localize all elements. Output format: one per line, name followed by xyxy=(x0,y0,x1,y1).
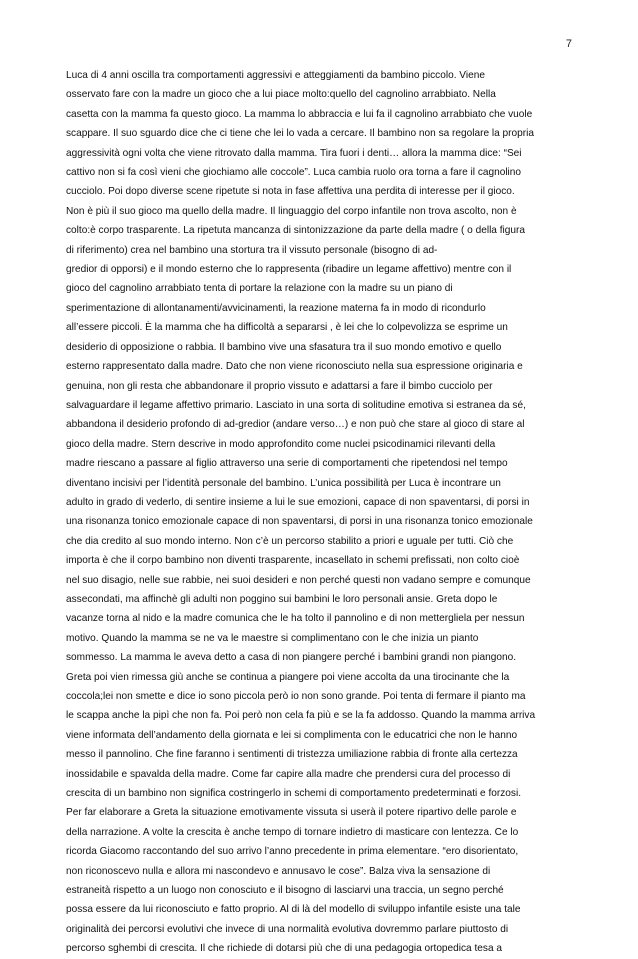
text-line: all’essere piccoli. È la mamma che ha difficoltà a separarsi , è lei che lo colpevolizza se esprime un xyxy=(66,322,508,334)
text-line: vacanze torna al nido e la madre comunica che le ha tolto il pannolino e di non mettergliela per nessun xyxy=(66,613,525,625)
page-number: 7 xyxy=(565,38,572,50)
text-line: ricorda Giacomo raccontando del suo arrivo l’anno precedente in prima elementare. “ero disorientato, xyxy=(66,846,519,858)
text-line: adulto in grado di vederlo, di sentire insieme a lui le sue emozioni, capace di non spaventarsi, di porsi in xyxy=(66,496,530,508)
text-line: osservato fare con la madre un gioco che a lui piace molto:quello del cagnolino arrabbiato. Nella xyxy=(66,89,496,101)
text-line: gredior di opporsi) e il mondo esterno che lo rappresenta (ribadire un legame affettivo) mentre con il xyxy=(66,264,512,276)
text-line: cucciolo. Poi dopo diverse scene ripetute si nota in fase affettiva una perdita di interesse per il gioco. xyxy=(66,186,515,198)
text-line: viene informata dell’andamento della giornata e lei si complimenta con le educatrici che non le hanno xyxy=(66,729,518,741)
text-line: originalità dei percorsi evolutivi che invece di una normalità evolutiva dovremmo parlare piuttosto di xyxy=(66,923,509,935)
text-line: Luca di 4 anni oscilla tra comportamenti aggressivi e atteggiamenti da bambino piccolo. Viene xyxy=(66,70,485,81)
text-line: esterno rappresentato dalla madre. Dato che non viene riconosciuto nella sua espressione originaria e xyxy=(66,361,523,373)
text-line: desiderio di opposizione o rabbia. Il bambino vive una sfasatura tra il suo mondo emotivo e quello xyxy=(66,341,502,353)
text-line: gioco della madre. Stern descrive in modo approfondito come nuclei psicodinamici rilevanti della xyxy=(66,438,496,450)
text-line: colto:è corpo trasparente. La ripetuta mancanza di sintonizzazione da parte della madre ( o della figura xyxy=(66,225,525,237)
text-line: inossidabile e spavalda della madre. Come far capire alla madre che prendersi cura del processo di xyxy=(66,768,511,780)
text-line: Per far elaborare a Greta la situazione emotivamente vissuta si userà il potere ripartivo delle parole e xyxy=(66,807,517,819)
text-line: assecondati, ma affinchè gli adulti non poggino sui bambini le loro personali ansie. Greta dopo le xyxy=(66,593,498,605)
text-line: una risonanza tonico emozionale capace di non spaventarsi, di porsi in una risonanza tonico emozionale xyxy=(66,516,533,528)
text-line: importa è che il corpo bambino non diventi trasparente, incasellato in schemi prefissati, non colto cioè xyxy=(66,555,520,567)
text-line: coccola;lei non smette e dice io sono piccola però io non sono grande. Poi tenta di fermare il pianto ma xyxy=(66,691,526,702)
text-line: casetta con la mamma fa questo gioco. La mamma lo abbraccia e lui fa il cagnolino arrabbiato che vuole xyxy=(66,108,533,120)
text-line: cattivo non si fa così vieni che giochiamo alle coccole”. Luca cambia ruolo ora torna a fare il cagnolino xyxy=(66,167,522,179)
text-line: aggressività ogni volta che viene ritrovato dalla mamma. Tira fuori i denti… allora la mamma dice: “Sei xyxy=(66,147,522,159)
text-line: salvaguardare il legame affettivo primario. Lasciato in una sorta di solitudine emotiva si estranea da sé, xyxy=(66,399,526,411)
text-line: possa essere da lui riconosciuto e fatto proprio. Al di là del modello di sviluppo infantile esiste una tale xyxy=(66,904,521,916)
text-line: crescita di un bambino non significa costringerlo in schemi di comportamento predeterminati e forzosi. xyxy=(66,788,521,800)
body-text xyxy=(66,66,580,959)
text-line: della narrazione. A volte la crescita è anche tempo di tornare indietro di masticare con lentezza. Ce lo xyxy=(66,826,519,838)
text-line: motivo. Quando la mamma se ne va le maestre si complimentano con le che inizia un pianto xyxy=(66,632,479,644)
text-line: le scappa anche la pipì che non fa. Poi però non cela fa più e se la fa addosso. Quando la mamma arriva xyxy=(66,710,536,722)
text-line: madre riescano a passare al figlio attraverso una serie di comportamenti che ripetendosi nel tempo xyxy=(66,458,508,470)
text-line: scappare. Il suo sguardo dice che ci tiene che lei lo vada a cercare. Il bambino non sa regolare la propria xyxy=(66,128,534,140)
text-line: messo il pannolino. Che fine faranno i sentimenti di tristezza umiliazione rabbia di fronte alla certezza xyxy=(66,749,518,761)
text-line: che dia credito al suo mondo interno. Non c’è un percorso stabilito a priori e uguale per tutti. Ciò che xyxy=(66,535,514,547)
text-line: Non è più il suo gioco ma quello della madre. Il linguaggio del corpo infantile non trova ascolto, non è xyxy=(66,205,517,217)
text-line: sommesso. La mamma le aveva detto a casa di non piangere perché i bambini grandi non piangono. xyxy=(66,652,517,664)
text-line: abbandona il desiderio profondo di ad-gredior (andare verso…) e non può che stare al gioco di stare al xyxy=(66,419,525,431)
text-line: percorso sghembi di crescita. Il che richiede di dotarsi più che di una pedagogia ortopedica tesa a xyxy=(66,943,502,955)
text-line: non riconoscevo nulla e allora mi nascondevo e annusavo le cose”. Balza viva la sensazione di xyxy=(66,865,491,877)
text-line: Greta poi vien rimessa giù anche se continua a piangere poi viene accolta da una tirocinante che la xyxy=(66,671,510,683)
text-line: di riferimento) crea nel bambino una stortura tra il vissuto personale (bisogno di ad- xyxy=(66,244,438,256)
text-line: diventano incisivi per l’identità personale del bambino. L’unica possibilità per Luca è incontrare un xyxy=(66,477,501,489)
text-line: genuina, non gli resta che abbandonare il proprio vissuto e adattarsi a fare il bimbo cucciolo per xyxy=(66,380,493,392)
text-line: sperimentazione di allontanamenti/avvicinamenti, la reazione materna fa in modo di ricondurlo xyxy=(66,302,486,314)
text-line: gioco del cagnolino arrabbiato tenta di portare la relazione con la madre su un piano di xyxy=(66,283,453,295)
text-line: nel suo disagio, nelle sue rabbie, nei suoi desideri e non perché questi non vadano sempre e comunque xyxy=(66,574,531,586)
text-line: estraneità rispetto a un luogo non conosciuto e il bisogno di lasciarvi una traccia, un segno perché xyxy=(66,885,504,897)
